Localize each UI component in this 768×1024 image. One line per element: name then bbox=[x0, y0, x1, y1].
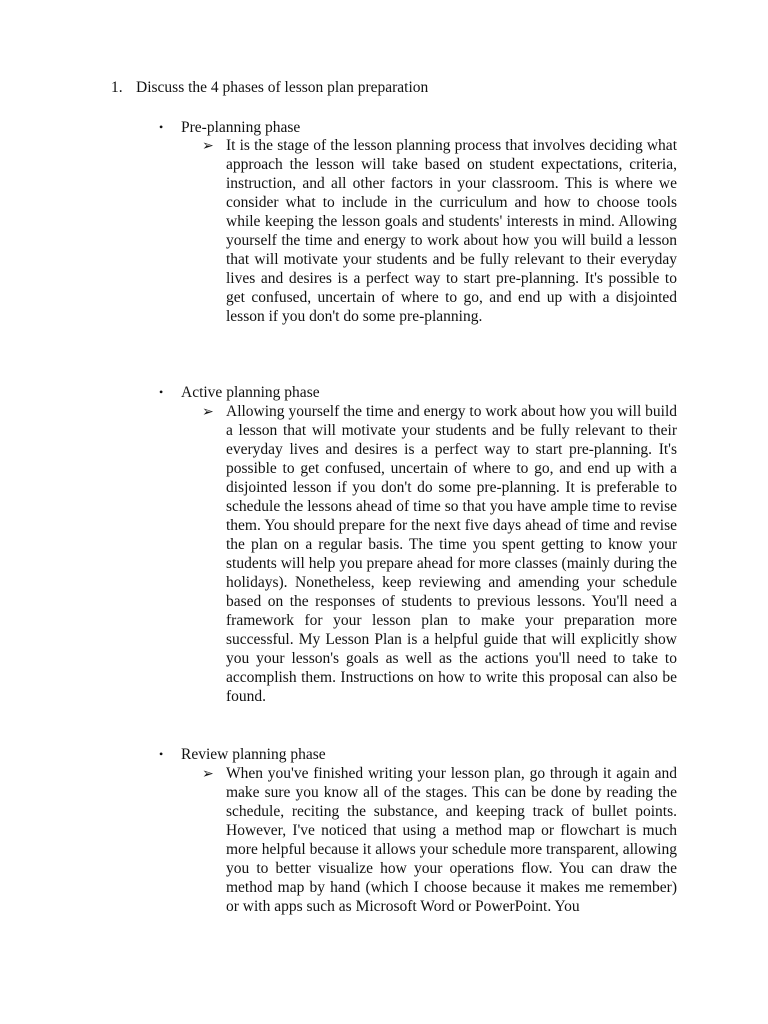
phase-title: Review planning phase bbox=[181, 746, 326, 763]
phase-body: When you've finished writing your lesson plan, go through it again and make sure you know all of the stages. This can be done by reading the schedule, reciting the substance, and keeping track of bullet points. However, I've noticed that using a method map or flowchart is much more helpful because it allows your schedule more transparent, allowing you to better visualize how your operations flow. You can draw the method map by hand (which I choose because it makes me remember) or with apps such as Microsoft Word or PowerPoint. You bbox=[226, 765, 677, 915]
bullet-icon: • bbox=[159, 747, 164, 761]
question-number: 1. bbox=[111, 79, 123, 96]
bullet-icon: • bbox=[159, 120, 164, 134]
arrow-bullet-icon: ➢ bbox=[202, 405, 214, 420]
phase-body: Allowing yourself the time and energy to work about how you will build a lesson that will motivate your students and be fully relevant to their everyday lives and desires is a perfect way to start pre-planning. It's possible to get confused, uncertain of where to go, and end up with a disjointed lesson if you don't do some pre-planning. It is preferable to schedule the lessons ahead of time so that you have ample time to revise them. You should prepare for the next five days ahead of time and revise the plan on a regular basis. The time you spent getting to know your students will help you prepare ahead for more classes (mainly during the holidays). Nonetheless, keep reviewing and amending your schedule based on the responses of students to previous lessons. You'll need a framework for your lesson plan to make your preparation more successful. My Lesson Plan is a helpful guide that will explicitly show you your lesson's goals as well as the actions you'll need to take to accomplish them. Instructions on how to write this proposal can also be found. bbox=[226, 403, 677, 705]
phase-title: Active planning phase bbox=[181, 384, 320, 401]
phase-title: Pre-planning phase bbox=[181, 119, 301, 136]
phase-body: It is the stage of the lesson planning process that involves deciding what approach the lesson will take based on student expectations, criteria, instruction, and all other factors in your classroom. This is where we consider what to include in the curriculum and how to choose tools while keeping the lesson goals and students' interests in mind. Allowing yourself the time and energy to work about how you will build a lesson that will motivate your students and be fully relevant to their everyday lives and desires is a perfect way to start pre-planning. It's possible to get confused, uncertain of where to go, and end up with a disjointed lesson if you don't do some pre-planning. bbox=[226, 137, 677, 325]
phase-title-line bbox=[159, 383, 320, 402]
question-heading bbox=[111, 78, 428, 98]
bullet-icon: • bbox=[159, 385, 164, 399]
arrow-bullet-icon: ➢ bbox=[202, 139, 214, 154]
arrow-bullet-icon: ➢ bbox=[202, 767, 214, 782]
phase-title-line bbox=[159, 745, 326, 764]
question-text: Discuss the 4 phases of lesson plan preparation bbox=[136, 79, 429, 96]
phase-title-line bbox=[159, 118, 300, 137]
